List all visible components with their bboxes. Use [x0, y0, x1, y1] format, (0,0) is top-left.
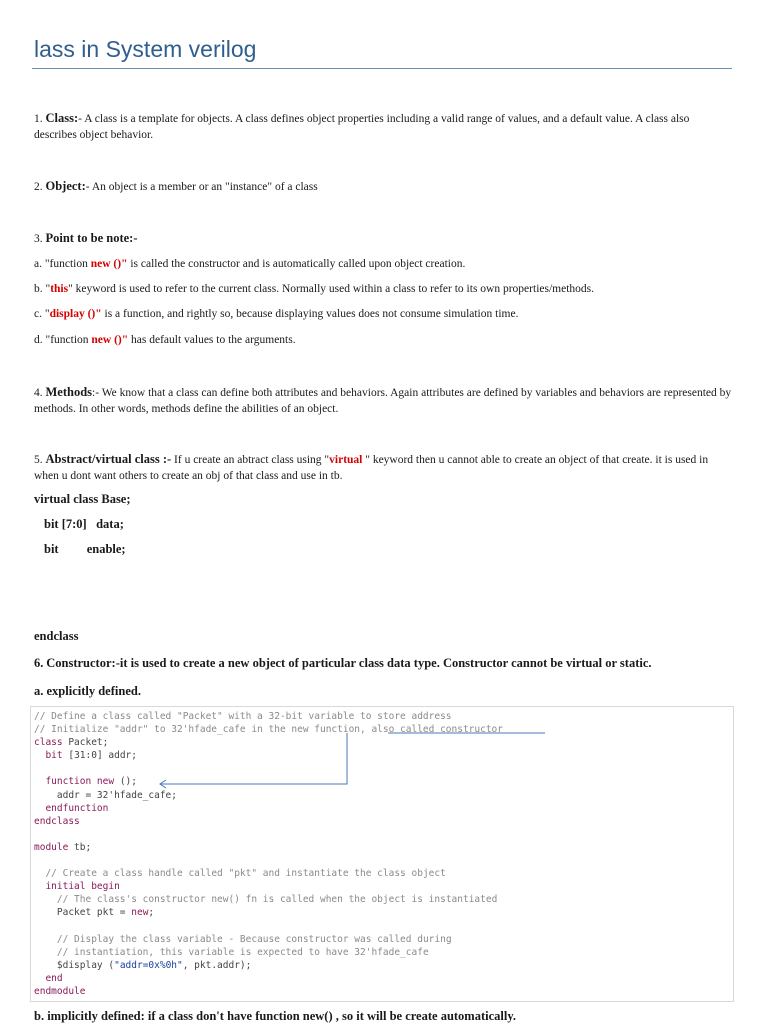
methods-text: :- We know that a class can define both attributes and behaviors. Again attributes are defined by variables and behaviors are represented by methods. In other words, methods define the abilities of an object.: [34, 387, 732, 415]
abstract-highlight: virtual: [329, 454, 363, 466]
abstract-pre: If u create an abtract class using ": [171, 454, 330, 466]
methods-term: Methods: [45, 385, 93, 399]
point-a-post: is called the constructor and is automatically called upon object creation.: [127, 258, 466, 270]
code-line: Packet;: [62, 737, 109, 749]
points-term: Point to be note:-: [45, 231, 138, 245]
constructor-term: Constructor:: [46, 656, 116, 670]
code-line: // instantiation, this variable is expected to have 32'hfade_cafe: [56, 946, 429, 958]
page-title: lass in System verilog: [34, 36, 257, 62]
implicit-label: b. implicitly defined: if a class don't have function new() , so it will be create automatically.: [34, 1009, 517, 1023]
code-keyword: function new: [45, 776, 115, 788]
code-line: ;: [148, 907, 155, 919]
code-keyword: bit: [45, 750, 63, 762]
code-keyword: endmodule: [34, 985, 86, 997]
code-line: // The class's constructor new() fn is called when the object is instantiated: [56, 894, 498, 906]
constructor-text: -it is used to create a new object of particular class data type. Constructor cannot be virtual or static.: [115, 656, 652, 670]
point-d-highlight: new ()": [91, 334, 129, 346]
code-line: // Initialize "addr" to 32'hfade_cafe in the new function, also called constructor: [34, 724, 503, 736]
object-number: 2.: [34, 181, 43, 193]
code-keyword: class: [34, 737, 63, 749]
abstract-post: " keyword then u cannot able to create an object of that create. it is used in when u dont want others to create an obj of that class and use in tb.: [34, 454, 709, 482]
point-c-post: is a function, and rightly so, because displaying values does not consume simulation time.: [101, 308, 519, 320]
explicit-label: a. explicitly defined.: [34, 684, 141, 698]
abstract-number: 5.: [34, 454, 43, 466]
constructor-number: 6.: [34, 656, 44, 670]
class-text: - A class is a template for objects. A class defines object properties including a valid range of values, and a default value. A class also describes object behavior.: [34, 113, 690, 141]
point-b-highlight: this: [50, 283, 69, 295]
point-c-pre: c. ": [34, 308, 50, 320]
code-string: "addr=0x%0h": [114, 959, 183, 971]
code-line: tb;: [68, 841, 92, 853]
code-line: // Create a class handle called "pkt" and instantiate the class object: [45, 868, 446, 880]
virtual-class-data: bit [7:0] data;: [44, 517, 124, 531]
point-a-pre: a. "function: [34, 258, 91, 270]
abstract-term: Abstract/virtual class :-: [45, 452, 172, 466]
code-line: , pkt.addr);: [182, 959, 252, 971]
point-d-post: has default values to the arguments.: [128, 334, 296, 346]
code-keyword: end: [45, 972, 63, 984]
class-number: 1.: [34, 113, 43, 125]
point-b-pre: b. ": [34, 283, 51, 295]
object-term: Object:: [45, 179, 86, 193]
code-line: $display (: [56, 959, 115, 971]
implicit-heading: [34, 1008, 516, 1025]
code-keyword: module: [34, 841, 69, 853]
point-a-highlight: new ()": [90, 258, 128, 270]
virtual-class-decl: virtual class Base;: [34, 492, 131, 506]
points-number: 3.: [34, 233, 43, 245]
code-line: // Display the class variable - Because constructor was called during: [56, 933, 452, 945]
point-d-pre: d. "function: [34, 334, 92, 346]
point-c-highlight: display ()": [49, 308, 102, 320]
code-keyword: new: [131, 907, 149, 919]
virtual-class-enable: bit enable;: [44, 542, 126, 556]
methods-number: 4.: [34, 387, 43, 399]
point-b-post: " keyword is used to refer to the current class. Normally used within a class to refer to its own properties/methods.: [68, 283, 595, 295]
code-line: ();: [114, 776, 137, 788]
class-term: Class:: [45, 111, 79, 125]
code-keyword: initial begin: [45, 881, 120, 893]
code-line: Packet pkt =: [56, 907, 132, 919]
code-line: addr = 32'hfade_cafe;: [56, 789, 177, 801]
virtual-class-end: endclass: [34, 629, 79, 643]
object-text: - An object is a member or an "instance" of a class: [85, 181, 318, 193]
code-line: // Define a class called "Packet" with a 32-bit variable to store address: [34, 711, 452, 722]
code-line: [31:0] addr;: [62, 750, 137, 762]
code-keyword: endclass: [34, 815, 80, 827]
code-keyword: endfunction: [45, 802, 109, 814]
